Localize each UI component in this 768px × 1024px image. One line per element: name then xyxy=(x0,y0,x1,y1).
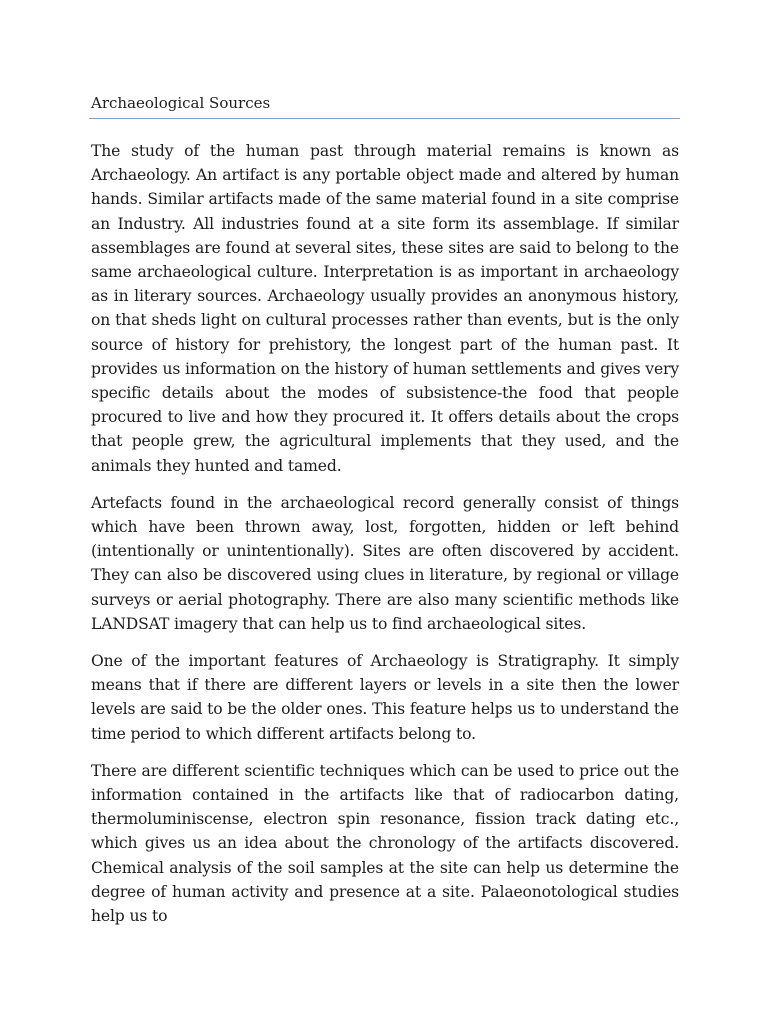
paragraph-4: There are different scientific techniques which can be used to price out the information contained in the artifacts like that of radiocarbon dating, thermoluminiscense, electron spin resonance, fission track dating etc., which gives us an idea about the chronology of the artifacts discovered. Chemical analysis of the soil samples at the site can help us determine the degree of human activity and presence at a site. Palaeonotological studies help us to xyxy=(91,761,679,926)
paragraph-1: The study of the human past through material remains is known as Archaeology. An artifact is any portable object made and altered by human hands. Similar artifacts made of the same material found in a site comprise an Industry. All industries found at a site form its assemblage. If similar assemblages are found at several sites, these sites are said to belong to the same archaeological culture. Interpretation is as important in archaeology as in literary sources. Archaeology usually provides an anonymous history, on that sheds light on cultural processes rather than events, but is the only source of history for prehistory, the longest part of the human past. It provides us information on the history of human settlements and gives very specific details about the modes of subsistence-the food that people procured to live and how they procured it. It offers details about the crops that people grew, the agricultural implements that they used, and the animals they hunted and tamed. xyxy=(91,142,679,475)
paragraph-2: Artefacts found in the archaeological record generally consist of things which have been thrown away, lost, forgotten, hidden or left behind (intentionally or unintentionally). Sites are often discovered by accident. They can also be discovered using clues in literature, by regional or village surveys or aerial photography. There are also many scientific methods like LANDSAT imagery that can help us to find archaeological sites. xyxy=(91,493,679,633)
document-body xyxy=(91,139,679,941)
title-underline xyxy=(89,118,680,119)
paragraph-3: One of the important features of Archaeology is Stratigraphy. It simply means that if there are different layers or levels in a site then the lower levels are said to be the older ones. This feature helps us to understand the time period to which different artifacts belong to. xyxy=(91,652,679,743)
document-title: Archaeological Sources xyxy=(91,94,271,112)
